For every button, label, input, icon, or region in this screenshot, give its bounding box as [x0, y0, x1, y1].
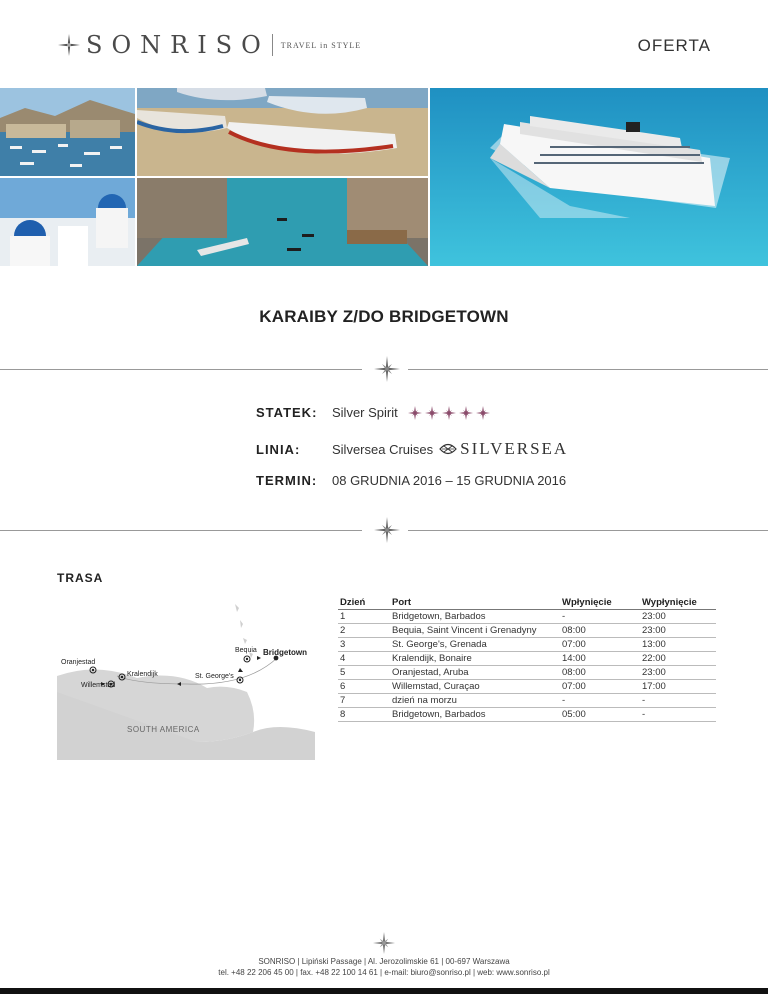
arrival-cell: 07:00	[560, 638, 640, 652]
day-cell: 3	[338, 638, 390, 652]
cruise-ship-photo	[430, 88, 768, 266]
rating-star-icon	[408, 406, 422, 420]
col-departure: Wypłynięcie	[640, 596, 716, 610]
port-cell: Kralendijk, Bonaire	[390, 652, 560, 666]
line-label: LINIA:	[256, 441, 301, 457]
compass-star-icon	[374, 517, 400, 543]
port-cell: Oranjestad, Aruba	[390, 666, 560, 680]
divider-bottom	[0, 516, 768, 544]
col-arrival: Wpłynięcie	[560, 596, 640, 610]
day-cell: 4	[338, 652, 390, 666]
footer	[0, 956, 768, 978]
map-label-willemstad: Willemstad	[81, 682, 116, 689]
arrival-cell: 07:00	[560, 680, 640, 694]
table-row	[338, 610, 716, 624]
table-row	[338, 680, 716, 694]
divider-top	[0, 355, 768, 383]
ship-label: STATEK:	[256, 405, 318, 420]
map-label-bridgetown: Bridgetown	[263, 648, 307, 657]
line-value: Silversea Cruises	[332, 441, 434, 457]
silversea-wordmark: SILVERSEA	[460, 439, 569, 458]
table-header-row	[338, 596, 716, 610]
day-cell: 8	[338, 708, 390, 722]
document-label: OFERTA	[637, 36, 711, 55]
day-cell: 1	[338, 610, 390, 624]
departure-cell: 17:00	[640, 680, 716, 694]
departure-cell: 22:00	[640, 652, 716, 666]
port-cell: St. George's, Grenada	[390, 638, 560, 652]
col-day: Dzień	[338, 596, 390, 610]
venice-canal-photo	[137, 178, 428, 266]
arrival-cell: 08:00	[560, 624, 640, 638]
departure-cell: -	[640, 708, 716, 722]
ship-row	[256, 405, 493, 420]
silversea-logo	[439, 439, 568, 459]
port-cell: Bridgetown, Barbados	[390, 708, 560, 722]
term-value: 08 GRUDNIA 2016 – 15 GRUDNIA 2016	[332, 473, 567, 488]
arrival-cell: 05:00	[560, 708, 640, 722]
departure-cell: -	[640, 694, 716, 708]
port-cell: dzień na morzu	[390, 694, 560, 708]
table-row	[338, 694, 716, 708]
arrival-cell: 14:00	[560, 652, 640, 666]
map-label-oranjestad: Oranjestad	[61, 659, 96, 666]
table-row	[338, 652, 716, 666]
rating-star-icon	[425, 406, 439, 420]
departure-cell: 23:00	[640, 610, 716, 624]
departure-cell: 23:00	[640, 624, 716, 638]
map-label-south-america: SOUTH AMERICA	[127, 725, 200, 734]
brand-name: SONRISO	[86, 31, 270, 59]
route-heading: TRASA	[57, 571, 104, 585]
rating-star-icon	[442, 406, 456, 420]
silversea-emblem-icon	[439, 442, 457, 456]
table-row	[338, 666, 716, 680]
day-cell: 2	[338, 624, 390, 638]
port-cell: Willemstad, Curaçao	[390, 680, 560, 694]
departure-cell: 23:00	[640, 666, 716, 680]
day-cell: 7	[338, 694, 390, 708]
ship-rating	[408, 406, 493, 420]
map-label-bequia: Bequia	[235, 647, 257, 654]
compass-star-icon	[58, 34, 80, 56]
table-row	[338, 624, 716, 638]
route-map	[57, 592, 315, 760]
ship-value: Silver Spirit	[332, 405, 398, 420]
photo-collage	[0, 88, 768, 266]
port-cell: Bequia, Saint Vincent i Grenadyny	[390, 624, 560, 638]
port-cell: Bridgetown, Barbados	[390, 610, 560, 624]
map-label-st-georges: St. George's	[195, 673, 234, 680]
arrival-cell: 08:00	[560, 666, 640, 680]
day-cell: 6	[338, 680, 390, 694]
rating-star-icon	[476, 406, 490, 420]
header	[0, 0, 768, 88]
compass-star-icon	[374, 356, 400, 382]
footer-contact[interactable]: tel. +48 22 206 45 00 | fax. +48 22 100 14 61 | e-mail: biuro@sonriso.pl | web: www.sonriso.pl	[218, 968, 550, 977]
logo-separator	[272, 34, 273, 56]
departure-cell: 13:00	[640, 638, 716, 652]
term-row	[256, 473, 566, 488]
brand-tagline: TRAVEL in STYLE	[280, 40, 362, 50]
line-row	[256, 439, 568, 459]
term-label: TERMIN:	[256, 473, 318, 488]
santorini-photo	[0, 178, 135, 266]
harbor-photo	[0, 88, 135, 176]
arrival-cell: -	[560, 694, 640, 708]
col-port: Port	[390, 596, 560, 610]
fishing-boats-photo	[137, 88, 428, 176]
itinerary-table	[338, 596, 716, 722]
footer-address: SONRISO | Lipiński Passage | Al. Jerozolimskie 61 | 00-697 Warszawa	[258, 957, 510, 966]
arrival-cell: -	[560, 610, 640, 624]
day-cell: 5	[338, 666, 390, 680]
rating-star-icon	[459, 406, 473, 420]
brand-logo[interactable]	[58, 30, 361, 60]
bottom-bar	[0, 988, 768, 994]
map-label-kralendijk: Kralendijk	[127, 671, 158, 678]
page-title: KARAIBY Z/DO BRIDGETOWN	[259, 307, 509, 326]
table-row	[338, 708, 716, 722]
table-row	[338, 638, 716, 652]
compass-star-icon	[373, 932, 395, 954]
